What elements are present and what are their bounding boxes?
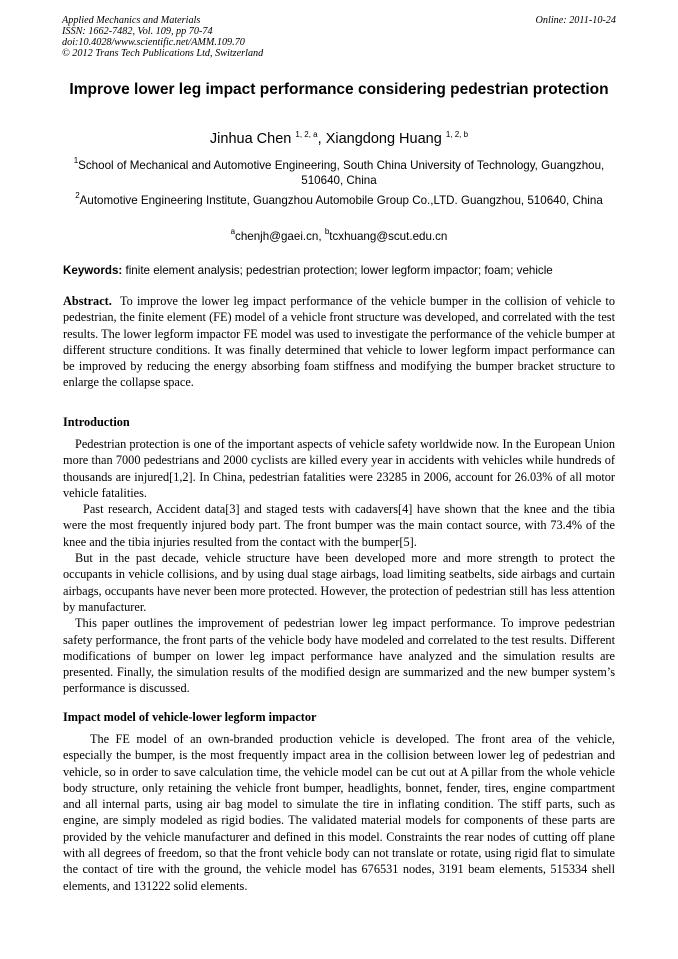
abstract-text: To improve the lower leg impact performance of the vehicle bumper in the collision of vehicle to pedestrian, the finite element (FE) model of a vehicle front structure was developed, and correlated with the test results. The lower legform impactor FE model was used to investigate the performance of the vehicle bumper at different structure conditions. It was finally determined that vehicle to lower legform impact performance can be improved by reducing the energy absorbing foam stiffness and modifying the bumper bracket structure to enlarge the collapse space. <box>63 294 619 390</box>
affiliation-2 <box>62 193 616 208</box>
abstract <box>63 293 619 391</box>
paper-title: Improve lower leg impact performance considering pedestrian protection <box>69 81 609 98</box>
author-separator: , <box>317 131 326 147</box>
paragraph: This paper outlines the improvement of pedestrian lower leg impact performance. To improve pedestrian safety performance, the front parts of the vehicle body have modeled and correlated to the test results. Different modifications of bumper on lower leg impact performance have analyzed and the simulation results are presented. Finally, the simulation results of the modified design are summarized and the new bumper system’s performance is discussed. <box>63 616 615 696</box>
author-affiliation-marks: 1, 2, a <box>295 130 318 139</box>
author-affiliation-marks: 1, 2, b <box>445 130 469 139</box>
paragraph: Past research, Accident data[3] and staged tests with cadavers[4] have shown that the knee and the tibia were the most frequently injured body part. The front bumper was the main contact source, with 73.4% of the knee and the tibia injuries resulted from the contact with the bumper[5]. <box>63 502 615 549</box>
journal-name: Applied Mechanics and Materials <box>62 15 201 26</box>
doi: doi:10.4028/www.scientific.net/AMM.109.70 <box>62 37 245 48</box>
paragraph: Pedestrian protection is one of the important aspects of vehicle safety worldwide now. In the European Union more than 7000 pedestrians and 2000 cyclists are killed every year in accidents with vehicles while hundreds of thousands are injured[1,2]. In China, pedestrian fatalities were 23285 in 2006, account for 26.03% of all motor vehicle fatalities. <box>63 437 615 500</box>
section-heading-impact-model: Impact model of vehicle-lower legform impactor <box>63 710 317 724</box>
author-emails <box>62 229 616 244</box>
email-link[interactable]: chenjh@gaei.cn, <box>235 230 325 243</box>
online-date: Online: 2011-10-24 <box>535 15 616 26</box>
copyright: © 2012 Trans Tech Publications Ltd, Switzerland <box>62 48 264 59</box>
author-list <box>62 130 616 148</box>
affiliation-1 <box>62 158 616 188</box>
impact-model-body <box>63 731 615 894</box>
paragraph: The FE model of an own-branded production vehicle is developed. The front area of the vehicle, especially the bumper, is the most frequently impact area in the collision between lower leg of pedestrian and vehicle, so in order to save calculation time, the vehicle model can be cut out at A pillar from the whole vehicle body structure, only retaining the vehicle front bumper, headlights, bonnet, fender, tires, engine compartment and all internal parts, using air bag model to simulate the tire in inflating condition. The stiff parts, such as engine, are simply modeled as rigid bodies. The validated material models for components of these parts are provided by the vehicle manufacturer and defined in this model. Constraints the rear nodes of cutting off plane with all degrees of freedom, so that the front vehicle body can not translate or rotate, using rigid flat to simulate the contact of tire with the ground, the vehicle model has 676531 nodes, 3191 beam elements, 515334 shell elements, and 131222 solid elements. <box>63 732 615 893</box>
affiliation-text: Automotive Engineering Institute, Guangzhou Automobile Group Co.,LTD. Guangzhou, 510640, China <box>79 194 603 207</box>
affiliation-text: School of Mechanical and Automotive Engineering, South China University of Technology, Guangzhou, 510640, China <box>78 159 605 187</box>
email-mark: a <box>230 227 236 236</box>
issn: ISSN: 1662-7482, Vol. 109, pp 70-74 <box>62 26 213 37</box>
paragraph: But in the past decade, vehicle structure have been developed more and more strength to protect the occupants in vehicle collisions, and by using dual stage airbags, load limiting seatbelts, side airbags and curtain airbags, occupants have never been more protected. However, the protection of pedestrian still has less attention by manufacturer. <box>63 551 615 614</box>
introduction-body <box>63 436 615 697</box>
affiliation-mark: 2 <box>75 191 80 200</box>
affiliation-mark: 1 <box>73 156 79 165</box>
email-mark: b <box>324 227 330 236</box>
keywords-label: Keywords: <box>63 264 123 277</box>
keywords-text: finite element analysis; pedestrian protection; lower legform impactor; foam; vehicle <box>122 264 553 277</box>
journal-header <box>62 15 263 59</box>
author-name: Xiangdong Huang <box>325 131 442 147</box>
author-name: Jinhua Chen <box>209 131 292 147</box>
email-link[interactable]: tcxhuang@scut.edu.cn <box>329 230 448 243</box>
abstract-label: Abstract. <box>63 294 112 308</box>
keywords <box>63 263 617 278</box>
section-heading-introduction: Introduction <box>63 415 130 429</box>
